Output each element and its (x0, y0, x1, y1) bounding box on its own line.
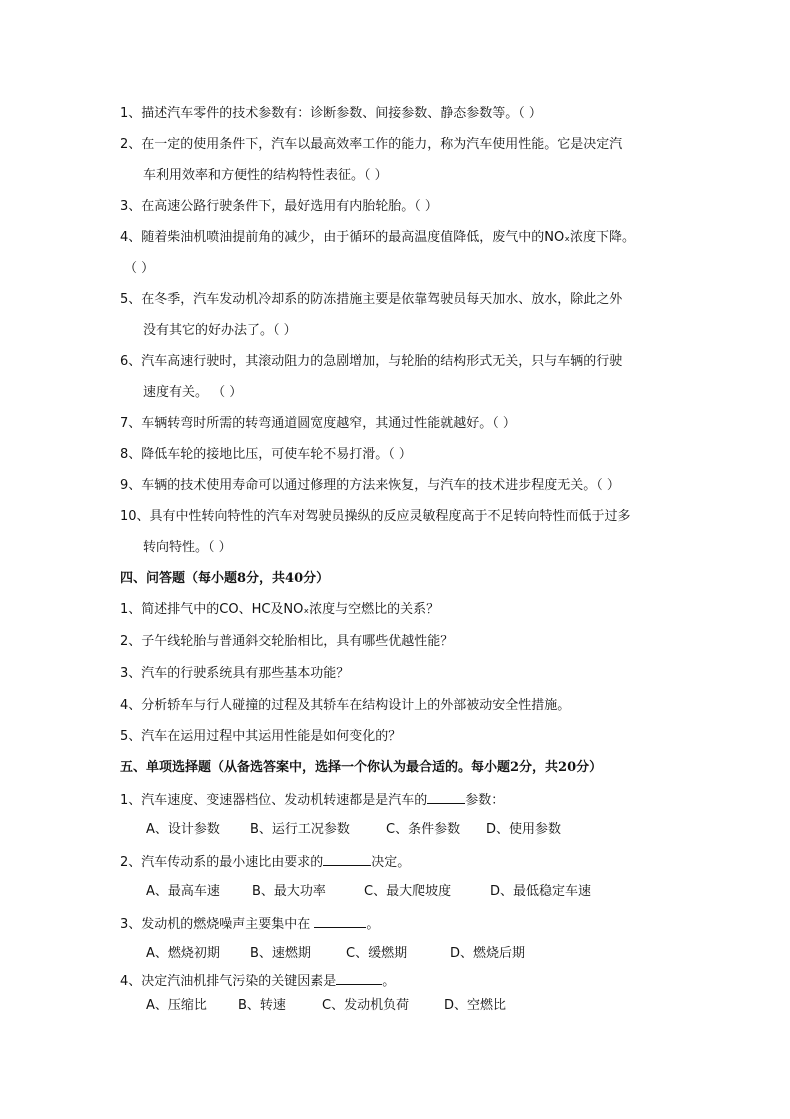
option-d: D、使用参数 (486, 822, 562, 837)
option-c: C、缓燃期 (346, 946, 408, 961)
option-a: A、最高车速 (146, 884, 220, 899)
choice-question-3-text: 3、发动机的燃烧噪声主要集中在 (120, 917, 315, 932)
option-c: C、最大爬坡度 (364, 884, 452, 899)
essay-question-5: 5、汽车在运用过程中其运用性能是如何变化的？ (120, 729, 402, 744)
judge-question-10-line-1: 10、具有中性转向特性的汽车对驾驶员操纵的反应灵敏程度高于不足转向特性而低于过多 (120, 509, 631, 524)
answer-blank (323, 853, 371, 866)
choice-question-3-options (146, 946, 525, 962)
option-a: A、设计参数 (146, 822, 220, 837)
option-b: B、最大功率 (252, 884, 326, 899)
judge-question-8: 8、降低车轮的接地比压，可使车轮不易打滑。（ ） (120, 447, 412, 462)
essay-question-2: 2、子午线轮胎与普通斜交轮胎相比，具有哪些优越性能？ (120, 634, 454, 649)
judge-question-4-line-1: 4、随着柴油机喷油提前角的减少，由于循环的最高温度值降低，废气中的NOₓ浓度下降。 (120, 230, 635, 245)
choice-question-2 (120, 853, 410, 871)
section-4-heading: 四、问答题（每小题8分，共40分） (120, 571, 330, 586)
choice-question-1-options (146, 822, 561, 838)
option-d: D、最低稳定车速 (490, 884, 592, 899)
option-d: D、燃烧后期 (450, 946, 526, 961)
judge-question-7: 7、车辆转弯时所需的转弯通道圆宽度越窄，其通过性能就越好。（ ） (120, 416, 516, 431)
choice-question-3 (120, 915, 379, 933)
judge-question-2-line-2: 车利用效率和方便性的结构特性表征。（ ） (143, 168, 388, 183)
choice-question-4-suffix: 。 (382, 974, 396, 989)
option-c: C、条件参数 (386, 822, 461, 837)
answer-blank (427, 791, 465, 804)
option-c: C、发动机负荷 (322, 998, 410, 1013)
judge-question-4-line-2: （ ） (124, 261, 155, 276)
option-b: B、转速 (238, 998, 286, 1013)
judge-question-2-line-1: 2、在一定的使用条件下，汽车以最高效率工作的能力，称为汽车使用性能。它是决定汽 (120, 137, 623, 152)
judge-question-5-line-2: 没有其它的好办法了。（ ） (143, 323, 297, 338)
judge-question-3: 3、在高速公路行驶条件下，最好选用有内胎轮胎。（ ） (120, 199, 438, 214)
essay-question-1: 1、简述排气中的CO、HC及NOₓ浓度与空燃比的关系？ (120, 602, 440, 617)
judge-question-1: 1、描述汽车零件的技术参数有：诊断参数、间接参数、静态参数等。（ ） (120, 106, 542, 121)
option-d: D、空燃比 (444, 998, 507, 1013)
choice-question-1-text: 1、汽车速度、变速器档位、发动机转速都是是汽车的 (120, 793, 428, 808)
choice-question-1-suffix: 参数： (465, 793, 505, 808)
choice-question-2-suffix: 决定。 (371, 855, 411, 870)
section-5-heading: 五、单项选择题（从备选答案中，选择一个你认为最合适的。每小题2分，共20分） (120, 760, 603, 775)
judge-question-9: 9、车辆的技术使用寿命可以通过修理的方法来恢复，与汽车的技术进步程度无关。（ ） (120, 478, 620, 493)
choice-question-2-options (146, 884, 591, 900)
option-b: B、速燃期 (250, 946, 311, 961)
choice-question-2-text: 2、汽车传动系的最小速比由要求的 (120, 855, 324, 870)
essay-question-4: 4、分析轿车与行人碰撞的过程及其轿车在结构设计上的外部被动安全性措施。 (120, 698, 571, 713)
option-a: A、燃烧初期 (146, 946, 220, 961)
answer-blank (314, 915, 366, 928)
answer-blank (336, 972, 382, 985)
choice-question-4-options (146, 998, 506, 1014)
judge-question-6-line-2: 速度有关。 （ ） (143, 385, 243, 400)
option-a: A、压缩比 (146, 998, 207, 1013)
choice-question-3-suffix: 。 (366, 917, 380, 932)
choice-question-1 (120, 791, 504, 809)
judge-question-6-line-1: 6、汽车高速行驶时，其滚动阻力的急剧增加，与轮胎的结构形式无关，只与车辆的行驶 (120, 354, 623, 369)
choice-question-4-text: 4、决定汽油机排气污染的关键因素是 (120, 974, 337, 989)
judge-question-5-line-1: 5、在冬季，汽车发动机冷却系的防冻措施主要是依靠驾驶员每天加水、放水，除此之外 (120, 292, 623, 307)
essay-question-3: 3、汽车的行驶系统具有那些基本功能？ (120, 666, 350, 681)
judge-question-10-line-2: 转向特性。（ ） (143, 540, 232, 555)
choice-question-4 (120, 972, 395, 990)
option-b: B、运行工况参数 (250, 822, 350, 837)
